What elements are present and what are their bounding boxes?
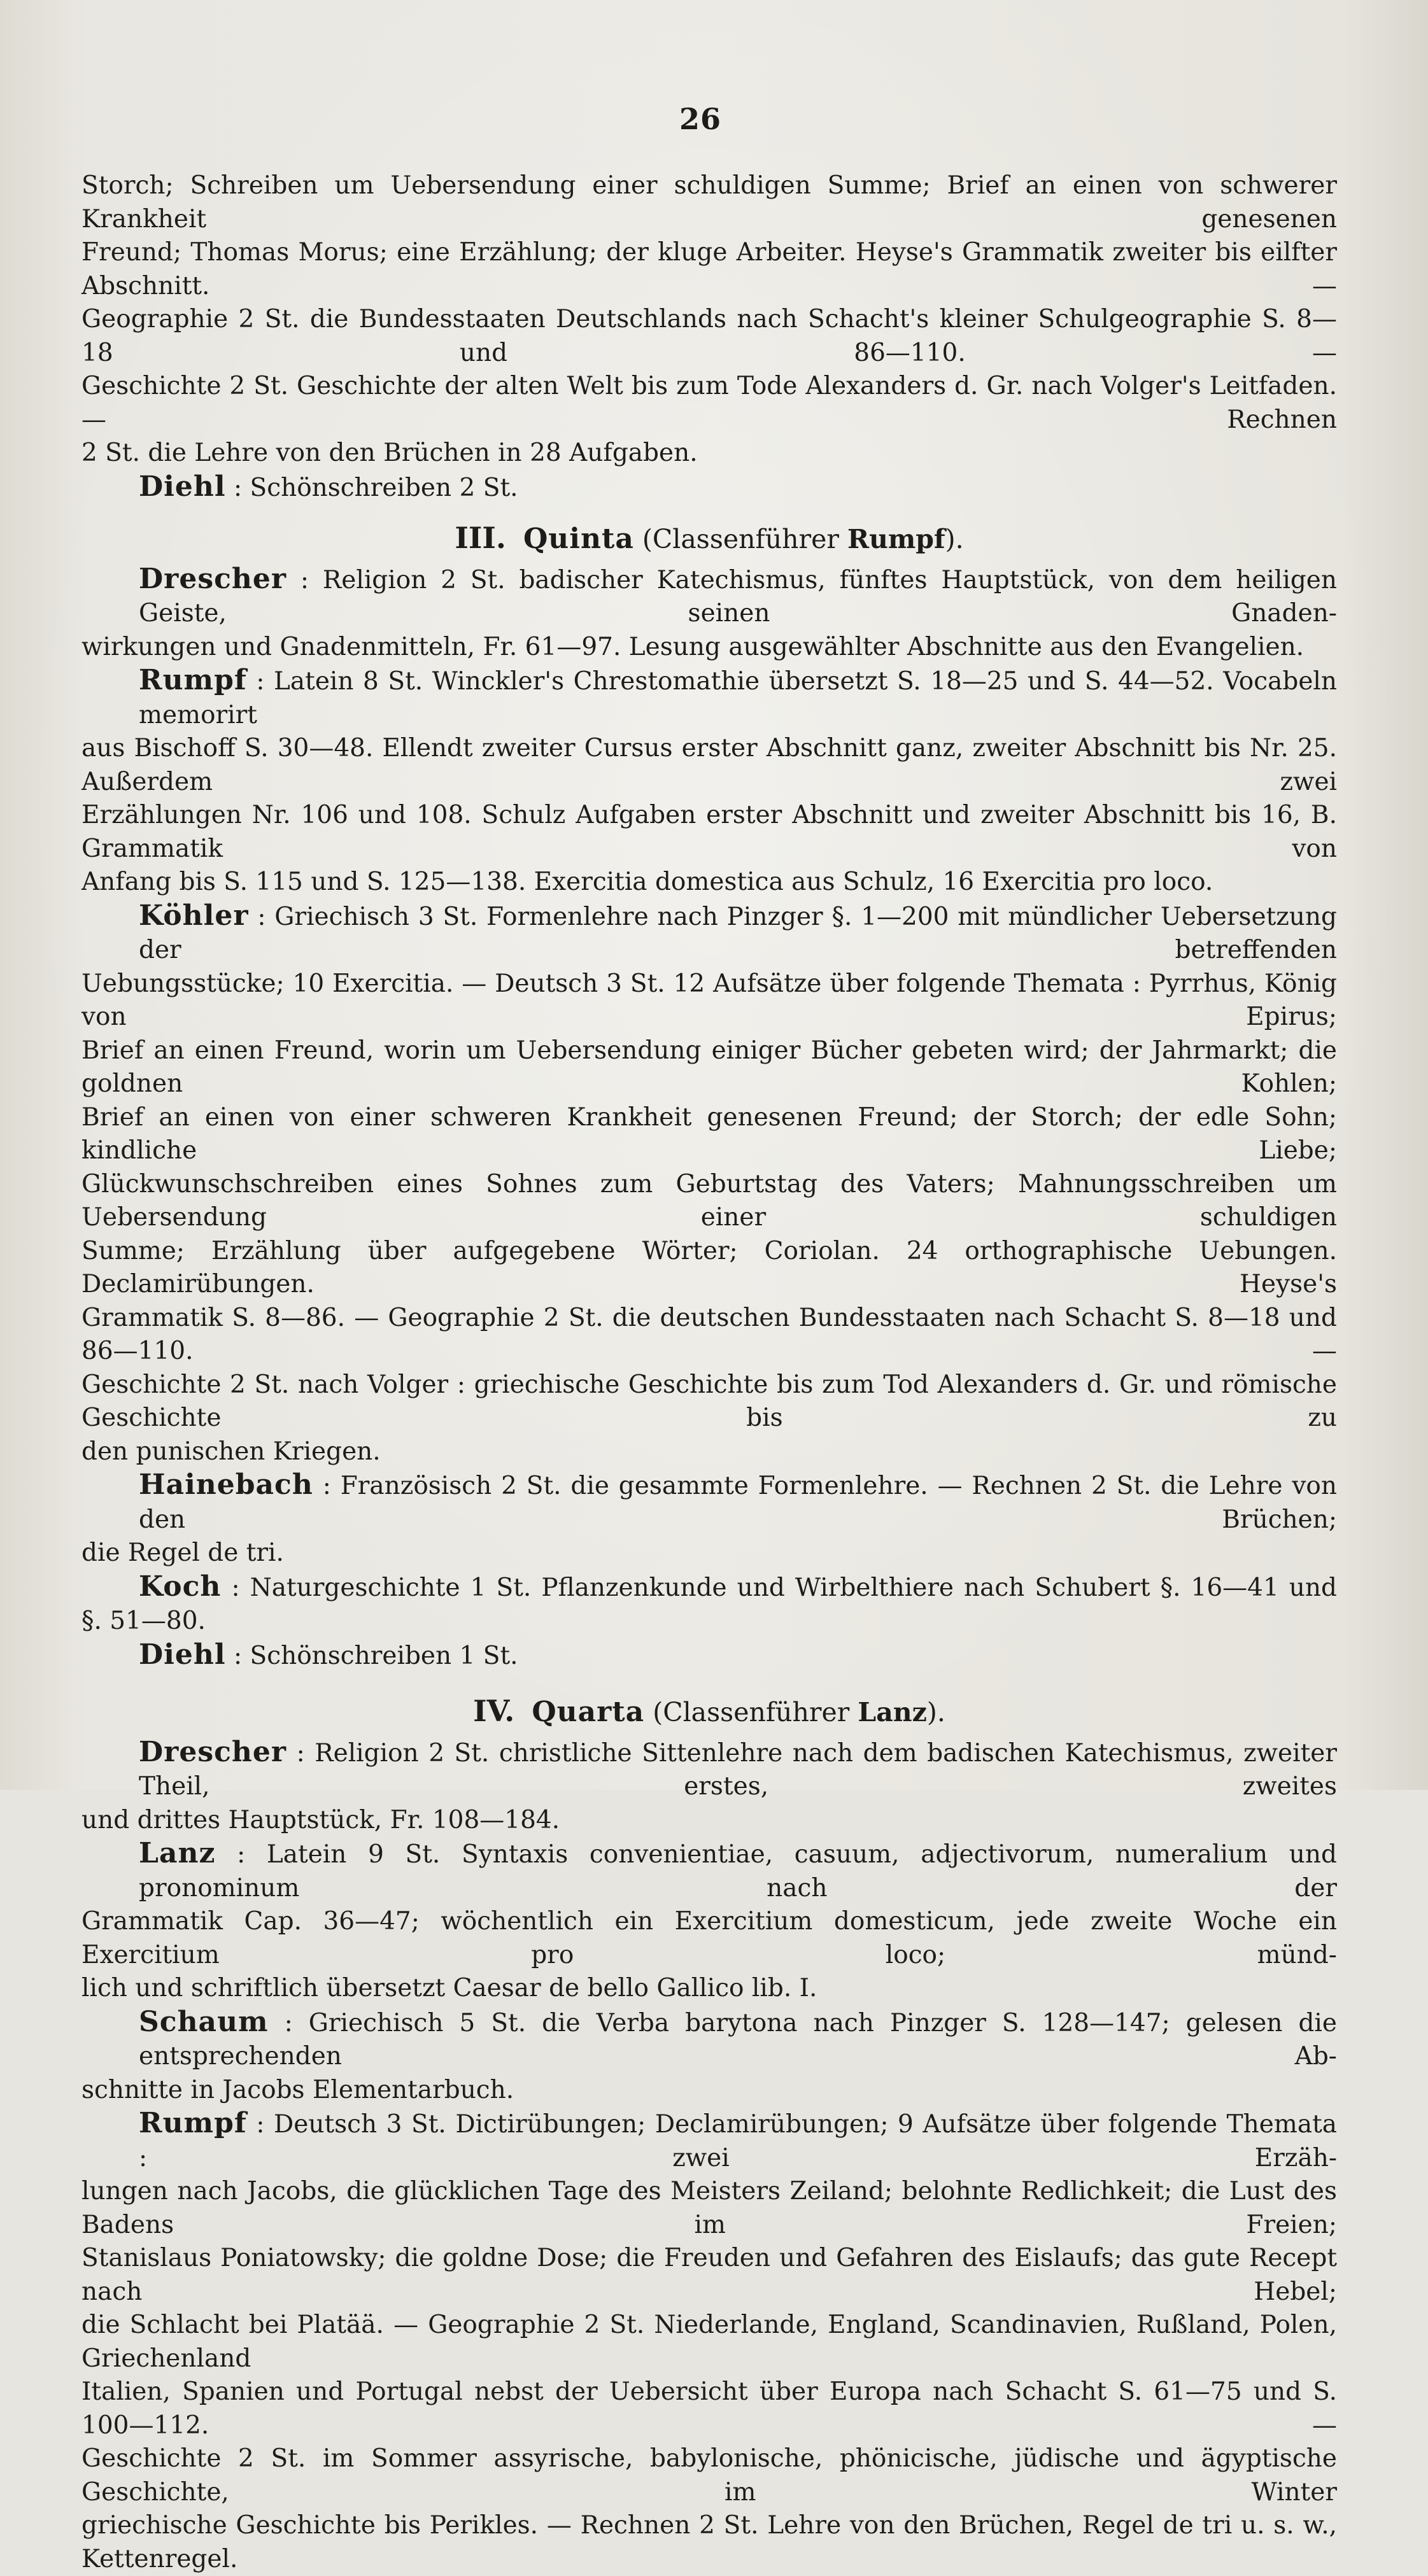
teacher-name: Diehl bbox=[139, 1638, 226, 1671]
entry-text: : Französisch 2 St. die gesammte Formenlehre. — Rechnen 2 St. die Lehre von den Brüchen; bbox=[139, 1472, 1337, 1534]
text-line: lungen nach Jacobs, die glücklichen Tage des Meisters Zeiland; belohnte Redlichkeit; die Lust des Badens im Freien; bbox=[81, 2175, 1337, 2242]
text-line: Brief an einen von einer schweren Krankheit genesenen Freund; der Storch; der edle Sohn; kindliche Liebe; bbox=[81, 1101, 1337, 1168]
teacher-name: Diehl bbox=[139, 470, 226, 503]
text-line: Summe; Erzählung über aufgegebene Wörter; Coriolan. 24 orthographische Uebungen. Declamirübungen. Heyse's bbox=[81, 1235, 1337, 1302]
text-line bbox=[81, 563, 1337, 631]
text-line: den punischen Kriegen. bbox=[81, 1435, 1337, 1469]
teacher-name: Schaum bbox=[139, 2006, 269, 2038]
text-line: Geschichte 2 St. Geschichte der alten Welt bis zum Tode Alexanders d. Gr. nach Volger's Leitfaden. — Rechnen bbox=[81, 370, 1337, 437]
text-line bbox=[81, 664, 1337, 732]
text-line bbox=[81, 1837, 1337, 1905]
text-line: und drittes Hauptstück, Fr. 108—184. bbox=[81, 1804, 1337, 1838]
text-line: lich und schriftlich übersetzt Caesar de bello Gallico lib. I. bbox=[81, 1972, 1337, 2006]
teacher-name: Drescher bbox=[139, 1736, 286, 1768]
text-line: Kettenregel. bbox=[81, 2543, 1337, 2576]
teacher-name: Köhler bbox=[139, 899, 249, 932]
text-line: Erzählungen Nr. 106 und 108. Schulz Aufgaben erster Abschnitt und zweiter Abschnitt bis 16, B. Grammatik von bbox=[81, 799, 1337, 866]
entry-text: : Religion 2 St. badischer Katechismus, fünftes Hauptstück, von dem heiligen Geiste, seinen Gnaden- bbox=[139, 566, 1337, 628]
entry-koehler bbox=[81, 899, 1337, 1469]
text-line: Uebungsstücke; 10 Exercitia. — Deutsch 3 St. 12 Aufsätze über folgende Themata : Pyrrhus, König von Epirus; bbox=[81, 968, 1337, 1034]
teacher-name: Hainebach bbox=[139, 1468, 313, 1501]
text-line: Brief an einen Freund, worin um Uebersendung einiger Bücher gebeten wird; der Jahrmarkt; die goldnen Kohlen; bbox=[81, 1034, 1337, 1101]
text-line: Freund; Thomas Morus; eine Erzählung; der kluge Arbeiter. Heyse's Grammatik zweiter bis eilfter Abschnitt. — bbox=[81, 236, 1337, 303]
entry-text: : Deutsch 3 St. Dictirübungen; Declamirübungen; 9 Aufsätze über folgende Themata : zwei Erzäh- bbox=[139, 2110, 1337, 2172]
section-heading-quarta bbox=[81, 1694, 1337, 1729]
class-name: Quinta bbox=[523, 523, 634, 555]
text-line: aus Bischoff S. 30—48. Ellendt zweiter Cursus erster Abschnitt ganz, zweiter Abschnitt bis Nr. 25. Außerdem zwei bbox=[81, 732, 1337, 799]
continuation-paragraph bbox=[81, 169, 1337, 470]
text-line: die Regel de tri. bbox=[81, 1537, 1337, 1570]
entry-text: : Latein 8 St. Winckler's Chrestomathie übersetzt S. 18—25 und S. 44—52. Vocabeln memorirt bbox=[139, 667, 1337, 729]
teacher-name: Drescher bbox=[139, 563, 286, 595]
text-line: Stanislaus Poniatowsky; die goldne Dose; die Freuden und Gefahren des Eislaufs; das gute Recept nach Hebel; bbox=[81, 2242, 1337, 2309]
teacher-name: Rumpf bbox=[139, 664, 247, 696]
text-line bbox=[81, 899, 1337, 968]
text-line bbox=[81, 1468, 1337, 1537]
entry-lanz bbox=[81, 1837, 1337, 2006]
entry-text: : Schönschreiben 2 St. bbox=[226, 474, 518, 502]
teacher-name: Koch bbox=[139, 1570, 221, 1603]
entry-rumpf bbox=[81, 664, 1337, 899]
text-line: Geschichte 2 St. im Sommer assyrische, babylonische, phönicische, jüdische und ägyptische Geschichte, im Winter bbox=[81, 2442, 1337, 2509]
text-line: Italien, Spanien und Portugal nebst der Uebersicht über Europa nach Schacht S. 61—75 und S. 100—112. — bbox=[81, 2375, 1337, 2442]
class-leader: Rumpf bbox=[847, 524, 945, 554]
entry-hainebach bbox=[81, 1468, 1337, 1570]
leader-suffix: ). bbox=[927, 1697, 945, 1728]
text-line bbox=[81, 1736, 1337, 1804]
text-line: Geschichte 2 St. nach Volger : griechische Geschichte bis zum Tod Alexanders d. Gr. und römische Geschichte bis zu bbox=[81, 1369, 1337, 1435]
text-line bbox=[81, 2006, 1337, 2074]
entry-text: : Latein 9 St. Syntaxis convenientiae, casuum, adjectivorum, numeralium und pronominum nach der bbox=[139, 1840, 1337, 1903]
section-numeral: III. bbox=[455, 521, 506, 555]
entry-text: : Religion 2 St. christliche Sittenlehre nach dem badischen Katechismus, zweiter Theil, erstes, zweites bbox=[139, 1739, 1337, 1801]
text-line: Anfang bis S. 115 und S. 125—138. Exercitia domestica aus Schulz, 16 Exercitia pro loco. bbox=[81, 866, 1337, 899]
text-line bbox=[81, 2107, 1337, 2175]
entry-text: : Griechisch 3 St. Formenlehre nach Pinzger §. 1—200 mit mündlicher Uebersetzung der betreffenden bbox=[139, 903, 1337, 965]
entry-rumpf bbox=[81, 2107, 1337, 2576]
leader-prefix: (Classenführer bbox=[642, 524, 839, 554]
entry-diehl bbox=[81, 1638, 1337, 1673]
text-line: Grammatik Cap. 36—47; wöchentlich ein Exercitium domesticum, jede zweite Woche ein Exercitium pro loco; münd- bbox=[81, 1905, 1337, 1972]
teacher-name: Rumpf bbox=[139, 2107, 247, 2139]
entry-text: : Naturgeschichte 1 St. Pflanzenkunde und Wirbelthiere nach Schubert §. 16—41 und §. 51—80. bbox=[81, 1573, 1337, 1636]
entry-drescher bbox=[81, 563, 1337, 665]
class-leader: Lanz bbox=[858, 1697, 927, 1728]
text-line: Geographie 2 St. die Bundesstaaten Deutschlands nach Schacht's kleiner Schulgeographie S. 8—18 und 86—110. — bbox=[81, 303, 1337, 370]
entry-drescher bbox=[81, 1736, 1337, 1838]
entry-text: : Griechisch 5 St. die Verba barytona nach Pinzger S. 128—147; gelesen die entsprechenden Ab- bbox=[139, 2009, 1337, 2071]
entry-koch bbox=[81, 1570, 1337, 1638]
text-line: wirkungen und Gnadenmitteln, Fr. 61—97. Lesung ausgewählter Abschnitte aus den Evangelien. bbox=[81, 631, 1337, 665]
entry-text: : Schönschreiben 1 St. bbox=[226, 1642, 518, 1670]
document-body bbox=[81, 169, 1337, 2576]
text-line: griechische Geschichte bis Perikles. — Rechnen 2 St. Lehre von den Brüchen, Regel de tri u. s. w., bbox=[81, 2509, 1337, 2543]
entry-diehl bbox=[81, 470, 1337, 505]
entry-schaum bbox=[81, 2006, 1337, 2108]
teacher-name: Lanz bbox=[139, 1837, 215, 1869]
section-numeral: IV. bbox=[473, 1694, 514, 1728]
page-number: 26 bbox=[637, 102, 764, 136]
text-line: die Schlacht bei Platää. — Geographie 2 St. Niederlande, England, Scandinavien, Rußland, Polen, Griechenland bbox=[81, 2309, 1337, 2375]
section-heading-quinta bbox=[81, 521, 1337, 556]
leader-suffix: ). bbox=[945, 524, 964, 554]
text-line: Grammatik S. 8—86. — Geographie 2 St. die deutschen Bundesstaaten nach Schacht S. 8—18 und 86—110. — bbox=[81, 1302, 1337, 1369]
leader-prefix: (Classenführer bbox=[653, 1697, 849, 1728]
text-line: schnitte in Jacobs Elementarbuch. bbox=[81, 2074, 1337, 2108]
class-name: Quarta bbox=[532, 1696, 644, 1728]
text-line: 2 St. die Lehre von den Brüchen in 28 Aufgaben. bbox=[81, 437, 1337, 470]
text-line: Storch; Schreiben um Uebersendung einer schuldigen Summe; Brief an einen von schwerer Krankheit genesenen bbox=[81, 169, 1337, 236]
text-line: Glückwunschschreiben eines Sohnes zum Geburtstag des Vaters; Mahnungsschreiben um Uebersendung einer schuldigen bbox=[81, 1168, 1337, 1235]
